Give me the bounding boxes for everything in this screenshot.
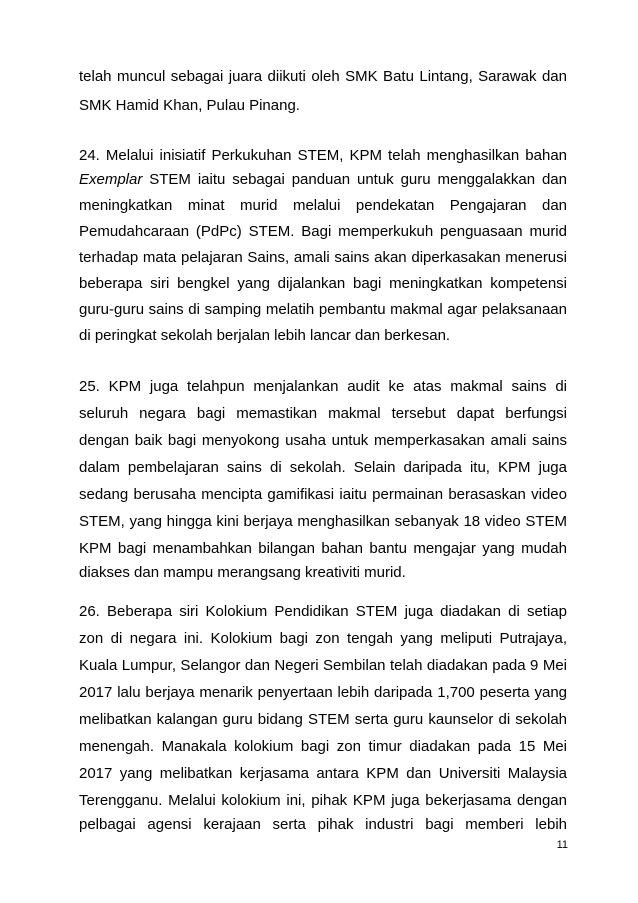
paragraph-25-line: STEM, yang hingga kini berjaya menghasilkan sebanyak 18 video STEM bbox=[79, 513, 567, 530]
paragraph-24-line: di peringkat sekolah berjalan lebih lancar dan berkesan. bbox=[79, 327, 451, 344]
paragraph-25-line: 25. KPM juga telahpun menjalankan audit ke atas makmal sains di bbox=[79, 378, 567, 395]
paragraph-24-line: 24. Melalui inisiatif Perkukuhan STEM, KPM telah menghasilkan bahan bbox=[79, 147, 567, 164]
paragraph-24-line: terhadap mata pelajaran Sains, amali sains akan diperkasakan menerusi bbox=[79, 249, 567, 266]
paragraph-26-line: 2017 yang melibatkan kerjasama antara KPM dan Universiti Malaysia bbox=[79, 765, 567, 782]
paragraph-25-line: sedang berusaha mencipta gamifikasi iaitu permainan berasaskan video bbox=[79, 486, 567, 503]
paragraph-26-line: Kuala Lumpur, Selangor dan Negeri Sembilan telah diadakan pada 9 Mei bbox=[79, 657, 567, 674]
paragraph-24-line bbox=[79, 170, 567, 190]
page-number: 11 bbox=[556, 839, 568, 851]
paragraph-26-line: 26. Beberapa siri Kolokium Pendidikan STEM juga diadakan di setiap bbox=[79, 603, 567, 620]
paragraph-line: SMK Hamid Khan, Pulau Pinang. bbox=[79, 97, 300, 114]
paragraph-26-line: melibatkan kalangan guru bidang STEM serta guru kaunselor di sekolah bbox=[79, 711, 567, 728]
paragraph-25-line: seluruh negara bagi memastikan makmal tersebut dapat berfungsi bbox=[79, 405, 567, 422]
paragraph-26-line: zon di negara ini. Kolokium bagi zon tengah yang meliputi Putrajaya, bbox=[79, 630, 567, 647]
paragraph-25-line: diakses dan mampu merangsang kreativiti murid. bbox=[79, 564, 406, 581]
paragraph-26-line: 2017 lalu berjaya menarik penyertaan lebih daripada 1,700 peserta yang bbox=[79, 684, 567, 701]
paragraph-24-line: Pemudahcaraan (PdPc) STEM. Bagi memperkukuh penguasaan murid bbox=[79, 223, 567, 240]
paragraph-26-line: menengah. Manakala kolokium bagi zon timur diadakan pada 15 Mei bbox=[79, 738, 567, 755]
paragraph-24-line: guru-guru sains di samping melatih pembantu makmal agar pelaksanaan bbox=[79, 301, 567, 318]
italic-term: Exemplar bbox=[79, 171, 143, 188]
paragraph-line: telah muncul sebagai juara diikuti oleh SMK Batu Lintang, Sarawak dan bbox=[79, 68, 567, 85]
paragraph-24-line-text: STEM iaitu sebagai panduan untuk guru menggalakkan dan bbox=[142, 171, 567, 188]
paragraph-24-line: beberapa siri bengkel yang dijalankan bagi meningkatkan kompetensi bbox=[79, 275, 567, 292]
paragraph-25-line: dalam pembelajaran sains di sekolah. Selain daripada itu, KPM juga bbox=[79, 459, 567, 476]
paragraph-26-line: pelbagai agensi kerajaan serta pihak industri bagi memberi lebih bbox=[79, 816, 567, 833]
paragraph-26-line: Terengganu. Melalui kolokium ini, pihak KPM juga bekerjasama dengan bbox=[79, 792, 567, 809]
paragraph-25-line: KPM bagi menambahkan bilangan bahan bantu mengajar yang mudah bbox=[79, 540, 567, 557]
paragraph-24-line: meningkatkan minat murid melalui pendekatan Pengajaran dan bbox=[79, 197, 567, 214]
paragraph-25-line: dengan baik bagi menyokong usaha untuk memperkasakan amali sains bbox=[79, 432, 567, 449]
